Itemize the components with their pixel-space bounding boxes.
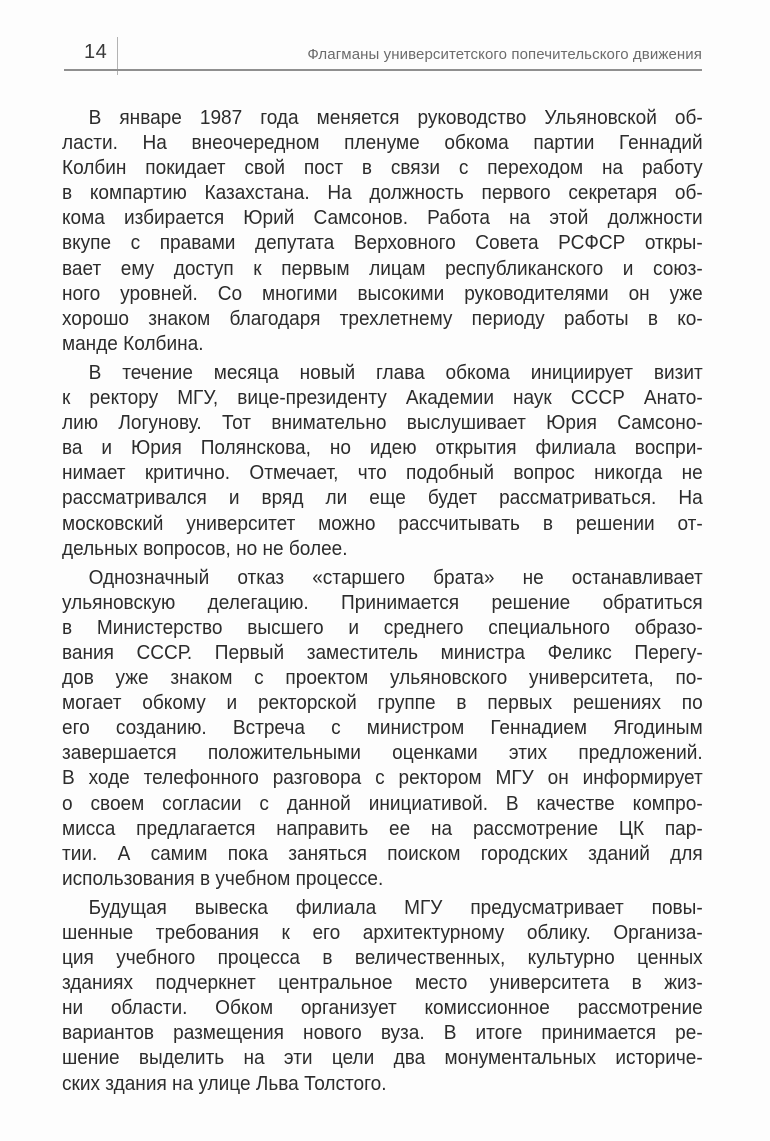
text-line: Однозначный отказ «старшего брата» не останавливает <box>88 566 703 589</box>
page-body <box>62 106 703 1101</box>
text-line: в Министерство высшего и среднего специального образо- <box>62 616 703 639</box>
text-line: шение выделить на эти цели два монументальных историче- <box>62 1047 703 1070</box>
text-line: завершается положительными оценками этих предложений. <box>62 742 703 765</box>
text-line: тии. А самим пока заняться поиском городских зданий для <box>62 842 703 865</box>
text-line: зданиях подчеркнет центральное место университета в жиз- <box>62 972 703 995</box>
text-line: Будущая вывеска филиала МГУ предусматривает повы- <box>88 896 703 919</box>
text-line: В ходе телефонного разговора с ректором МГУ он информирует <box>62 767 703 790</box>
text-line: ция учебного процесса в величественных, культурно ценных <box>62 947 703 970</box>
text-line: его созданию. Встреча с министром Геннадием Ягодиным <box>62 717 703 740</box>
text-line: ни области. Обком организует комиссионное рассмотрение <box>62 997 703 1020</box>
text-line: В течение месяца новый глава обкома инициирует визит <box>88 361 703 384</box>
page-number: 14 <box>84 41 108 63</box>
running-title: Флагманы университетского попечительского движения <box>307 46 702 63</box>
text-line: вкупе с правами депутата Верховного Совета РСФСР откры- <box>62 232 703 255</box>
text-line: Колбин покидает свой пост в связи с переходом на работу <box>62 157 703 180</box>
text-line: дельных вопросов, но не более. <box>62 537 348 560</box>
paragraph <box>62 896 703 1097</box>
text-line: кома избирается Юрий Самсонов. Работа на этой должности <box>62 207 703 230</box>
text-line: о своем согласии с данной инициативой. В качестве компро- <box>62 792 703 815</box>
text-line: использования в учебном процессе. <box>62 867 384 890</box>
text-line: в компартию Казахстана. На должность первого секретаря об- <box>62 182 703 205</box>
header-rule-line <box>64 69 702 71</box>
text-line: к ректору МГУ, вице-президенту Академии наук СССР Анато- <box>62 387 703 410</box>
text-line: В январе 1987 года меняется руководство Ульяновской об- <box>88 107 703 129</box>
text-line: лию Логунову. Тот внимательно выслушивает Юрия Самсоно- <box>62 412 703 435</box>
text-line: манде Колбина. <box>62 332 204 355</box>
text-line: ного уровней. Со многими высокими руководителями он уже <box>62 282 703 305</box>
text-line: шенные требования к его архитектурному облику. Организа- <box>62 922 703 944</box>
paragraph <box>62 106 703 357</box>
text-line: дов уже знаком с проектом ульяновского университета, по- <box>62 667 703 690</box>
paragraph <box>62 361 703 562</box>
text-line: рассматривался и вряд ли еще будет рассматриваться. На <box>62 487 703 510</box>
text-line: мисса предлагается направить ее на рассмотрение ЦК пар- <box>62 817 703 840</box>
text-line: ласти. На внеочередном пленуме обкома партии Геннадий <box>62 132 703 155</box>
text-line: вариантов размещения нового вуза. В итоге принимается ре- <box>62 1022 703 1045</box>
text-line: московский университет можно рассчитывать в решении от- <box>62 512 703 535</box>
text-line: нимает критично. Отмечает, что подобный вопрос никогда не <box>62 462 703 485</box>
text-line: вает ему доступ к первым лицам республиканского и союз- <box>62 257 703 280</box>
paragraph <box>62 566 703 892</box>
text-line: вания СССР. Первый заместитель министра Феликс Перегу- <box>62 641 703 664</box>
text-line: ских здания на улице Льва Толстого. <box>62 1072 387 1095</box>
text-line: ва и Юрия Полянскова, но идею открытия филиала воспри- <box>62 437 703 460</box>
text-line: ульяновскую делегацию. Принимается решение обратиться <box>62 591 703 614</box>
text-line: хорошо знаком благодаря трехлетнему периоду работы в ко- <box>62 307 703 330</box>
text-line: могает обкому и ректорской группе в первых решениях по <box>62 692 703 715</box>
